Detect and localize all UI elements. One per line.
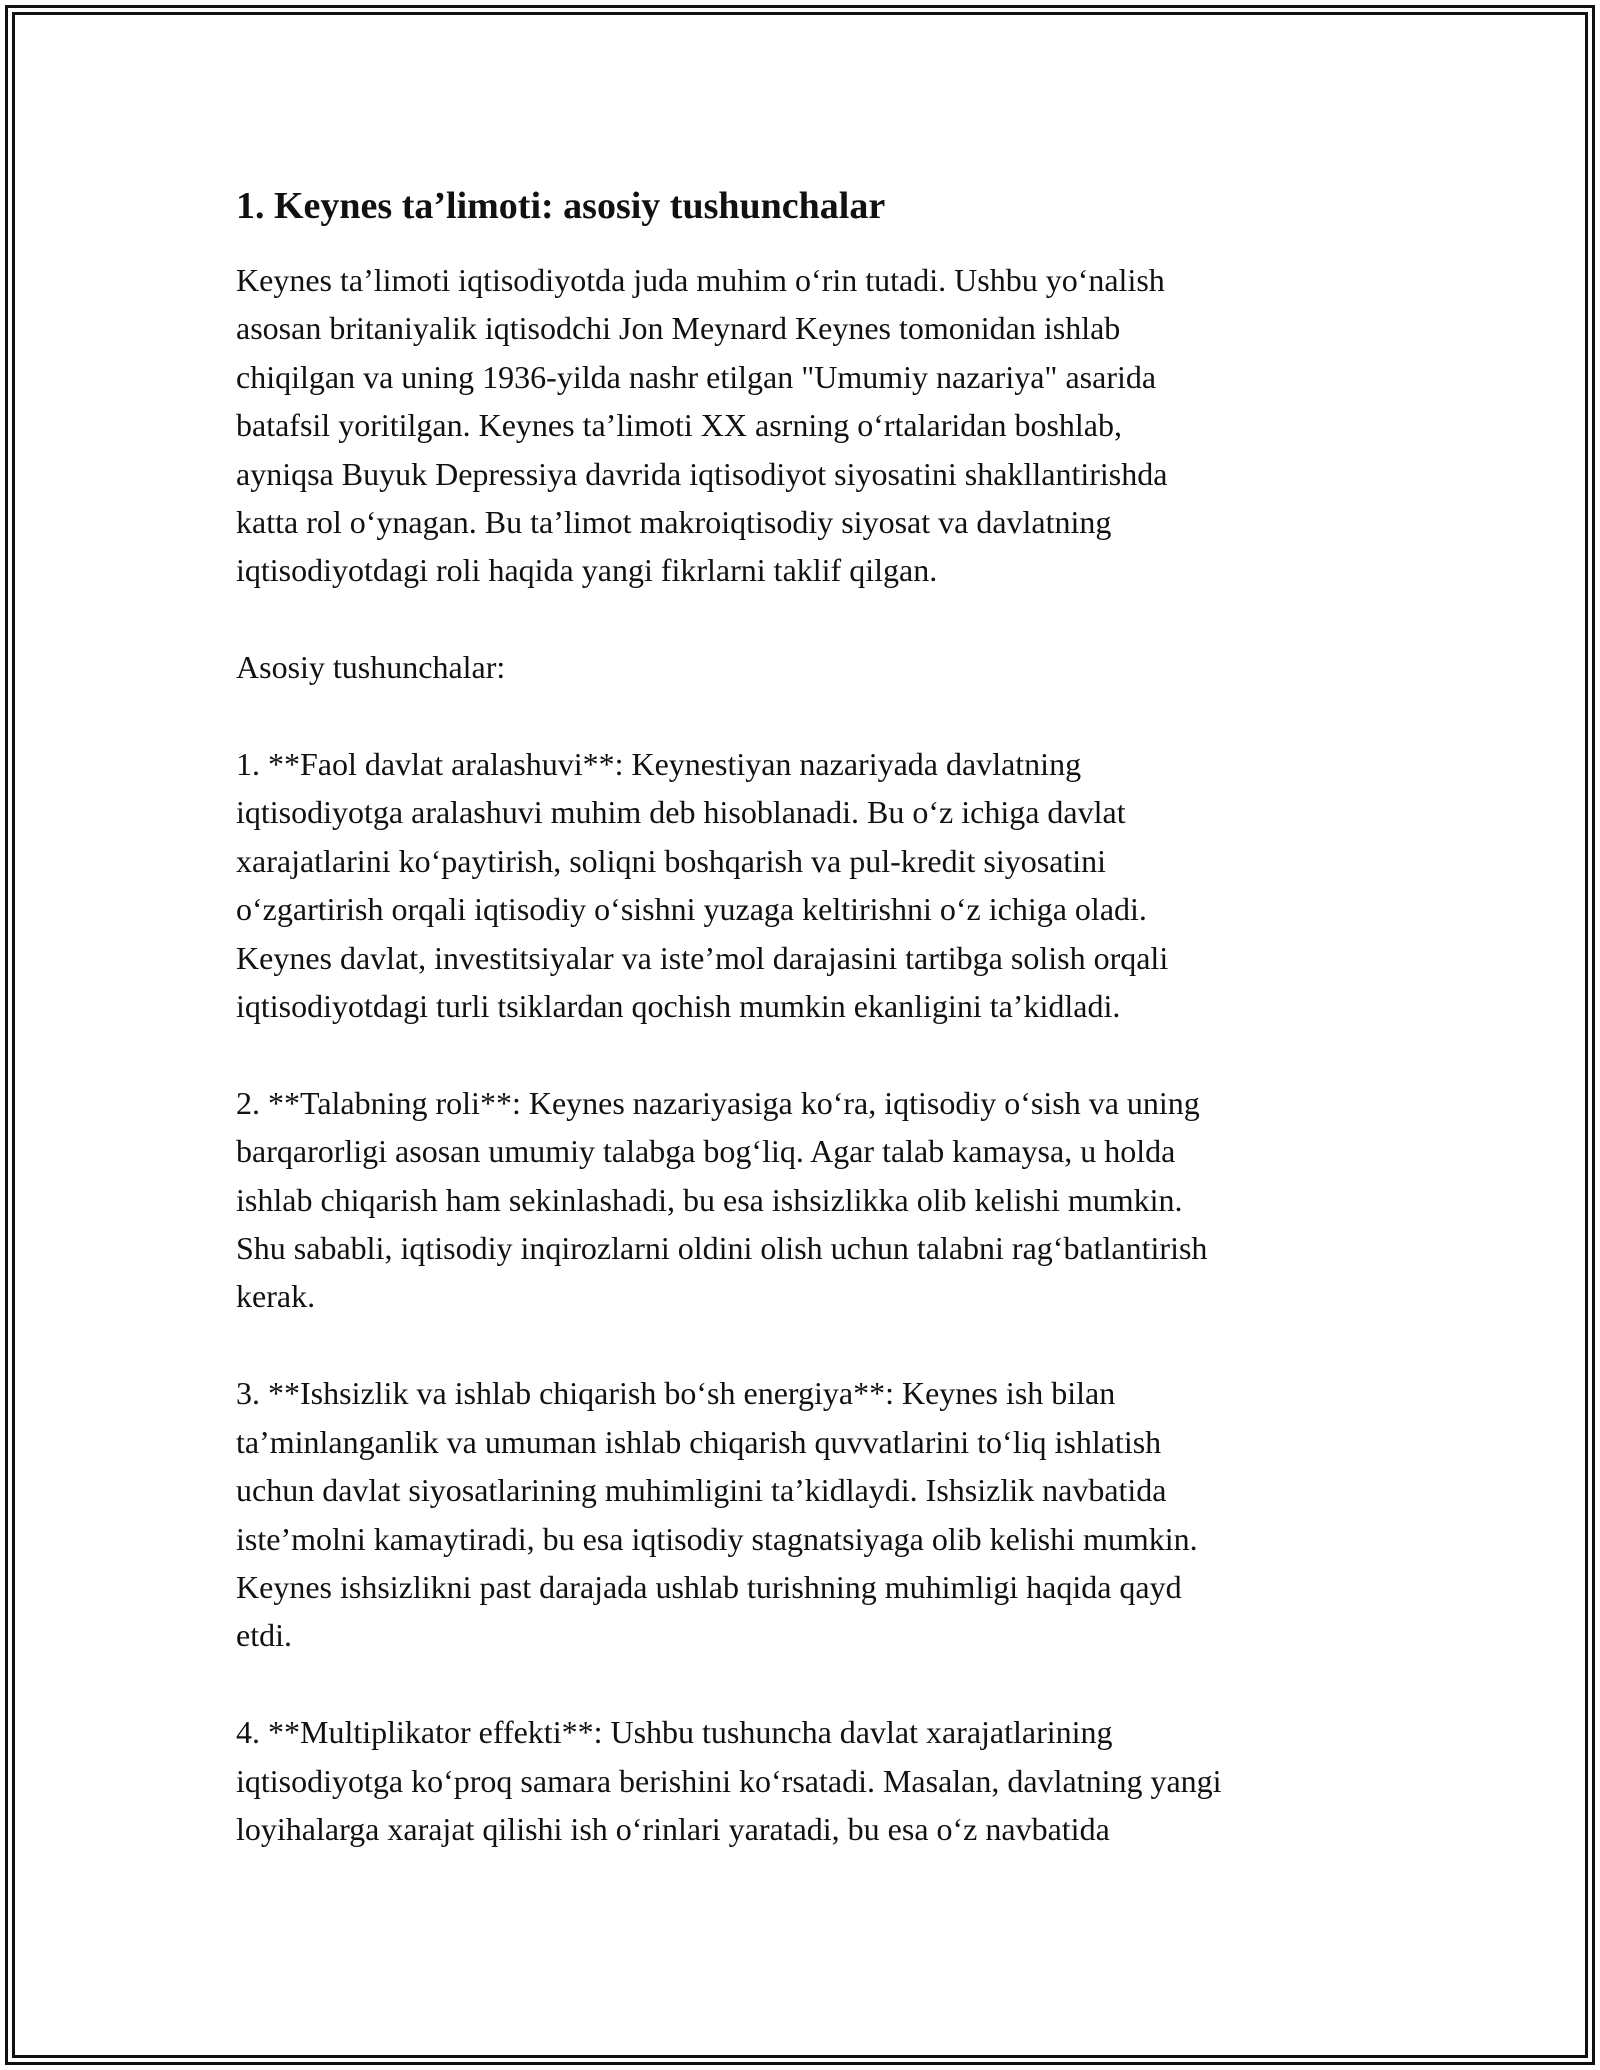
intro-paragraph: Keynes ta’limoti iqtisodiyotda juda muhim o‘rin tutadi. Ushbu yo‘nalish asosan britaniyalik iqtisodchi Jon Meynard Keynes tomonidan ishlab chiqilgan va uning 1936-yilda nashr etilgan "Umumiy nazariya" asarida batafsil yoritilgan. Keynes ta’limoti XX asrning o‘rtalaridan boshlab, ayniqsa Buyuk Depressiya davrida iqtisodiyot siyosatini shakllantirishda katta rol o‘ynagan. Bu ta’limot makroiqtisodiy siyosat va davlatning iqtisodiyotdagi roli haqida yangi fikrlarni taklif qilgan.: [236, 262, 1168, 589]
concept-item-4: 4. **Multiplikator effekti**: Ushbu tushuncha davlat xarajatlarining iqtisodiyotga ko‘proq samara berishini ko‘rsatadi. Masalan, davlatning yangi loyihalarga xarajat qilishi ish o‘rinlari yaratadi, bu esa o‘z navbatida: [236, 1714, 1222, 1847]
document-body: [236, 182, 1386, 1853]
concept-item-2: 2. **Talabning roli**: Keynes nazariyasiga ko‘ra, iqtisodiy o‘sish va uning barqarorligi asosan umumiy talabga bog‘liq. Agar talab kamaysa, u holda ishlab chiqarish ham sekinlashadi, bu esa ishsizlikka olib kelishi mumkin. Shu sababli, iqtisodiy inqirozlarni oldini olish uchun talabni rag‘batlantirish kerak.: [236, 1084, 1208, 1315]
concept-item-3: 3. **Ishsizlik va ishlab chiqarish bo‘sh energiya**: Keynes ish bilan ta’minlanganlik va umuman ishlab chiqarish quvvatlarini to‘liq ishlatish uchun davlat siyosatlarining muhimligini ta’kidlaydi. Ishsizlik navbatida iste’molni kamaytiradi, bu esa iqtisodiy stagnatsiyaga olib kelishi mumkin. Keynes ishsizlikni past darajada ushlab turishning muhimligi haqida qayd etdi.: [236, 1375, 1198, 1654]
section-title: 1. Keynes ta’limoti: asosiy tushunchalar: [236, 185, 886, 227]
concept-item-1: 1. **Faol davlat aralashuvi**: Keynestiyan nazariyada davlatning iqtisodiyotga aralashuvi muhim deb hisoblanadi. Bu o‘z ichiga davlat xarajatlarini ko‘paytirish, soliqni boshqarish va pul-kredit siyosatini o‘zgartirish orqali iqtisodiy o‘sishni yuzaga keltirishni o‘z ichiga oladi. Keynes davlat, investitsiyalar va iste’mol darajasini tartibga solish orqali iqtisodiyotdagi turli tsiklardan qochish mumkin ekanligini ta’kidladi.: [236, 746, 1169, 1025]
concepts-heading: Asosiy tushunchalar:: [236, 649, 506, 686]
